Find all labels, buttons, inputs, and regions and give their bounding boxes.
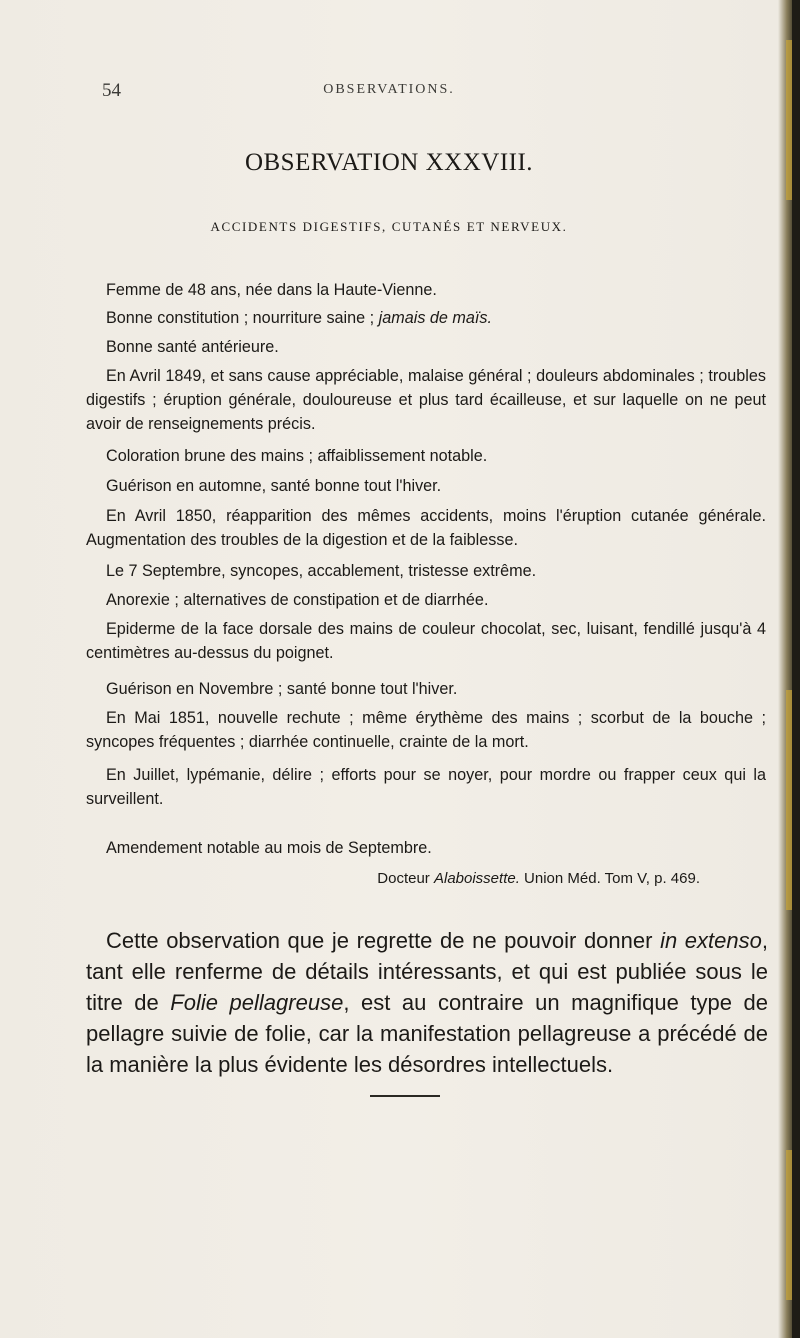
case-paragraph: Amendement notable au mois de Septembre. [106,839,432,857]
commentary-text: , tant elle renferme de détails intéressants, et qui est publiée sous le titre de [86,928,768,1015]
case-paragraph: Epiderme de la face dorsale des mains de couleur chocolat, sec, luisant, fendillé jusqu'à 4 centimètres au-dessus du poignet. [86,620,766,662]
case-paragraph: En Juillet, lypémanie, délire ; efforts pour se noyer, pour mordre ou frapper ceux qui la surveillent. [86,766,766,808]
case-paragraph: Guérison en automne, santé bonne tout l'hiver. [106,477,442,495]
case-text: Bonne constitution ; nourriture saine ; [106,309,379,327]
case-paragraph [86,306,766,330]
citation-author: Alaboissette. [433,870,520,887]
case-paragraph: Anorexie ; alternatives de constipation et de diarrhée. [106,591,489,609]
case-paragraph: En Avril 1850, réapparition des mêmes accidents, moins l'éruption cutanée générale. Augmentation des troubles de la digestion et de la faiblesse. [86,507,766,549]
case-paragraph: Femme de 48 ans, née dans la Haute-Vienne. [106,281,437,299]
commentary-text: Cette observation que je regrette de ne pouvoir donner [106,928,661,953]
case-paragraph: Guérison en Novembre ; santé bonne tout l'hiver. [106,680,458,698]
end-rule [370,1095,440,1097]
case-paragraph: Bonne santé antérieure. [106,338,279,356]
running-head [0,80,780,100]
commentary-paragraph [86,925,768,1080]
citation-source: Union Méd. Tom V, p. 469. [519,870,700,887]
case-paragraph: Coloration brune des mains ; affaiblissement notable. [106,447,488,465]
case-paragraph: Le 7 Septembre, syncopes, accablement, tristesse extrême. [106,562,537,580]
case-paragraph: En Mai 1851, nouvelle rechute ; même érythème des mains ; scorbut de la bouche ; syncopes fréquentes ; diarrhée continuelle, crainte de la mort. [86,709,766,751]
citation [0,870,700,887]
commentary-emphasis: in extenso [660,928,762,953]
observation-title: OBSERVATION XXXVIII. [244,149,534,176]
page-edge-dark [792,0,800,1338]
citation-prefix: Docteur [377,870,434,887]
case-emphasis: jamais de maïs. [378,309,493,327]
running-title: OBSERVATIONS. [323,82,455,97]
commentary-emphasis: Folie pellagreuse [170,990,344,1015]
case-paragraph: En Avril 1849, et sans cause appréciable, malaise général ; douleurs abdominales ; troubles digestifs ; éruption générale, douloureuse et plus tard écailleuse, et sur laquelle on ne peut avoir de renseignements précis. [86,367,766,433]
page-number: 54 [102,80,121,101]
commentary-text: , est au contraire un magnifique type de pellagre suivie de folie, car la manifestation pellagreuse a précédé de la manière la plus évidente les désordres intellectuels. [86,990,768,1077]
observation-subtitle: ACCIDENTS DIGESTIFS, CUTANÉS ET NERVEUX. [210,219,568,234]
